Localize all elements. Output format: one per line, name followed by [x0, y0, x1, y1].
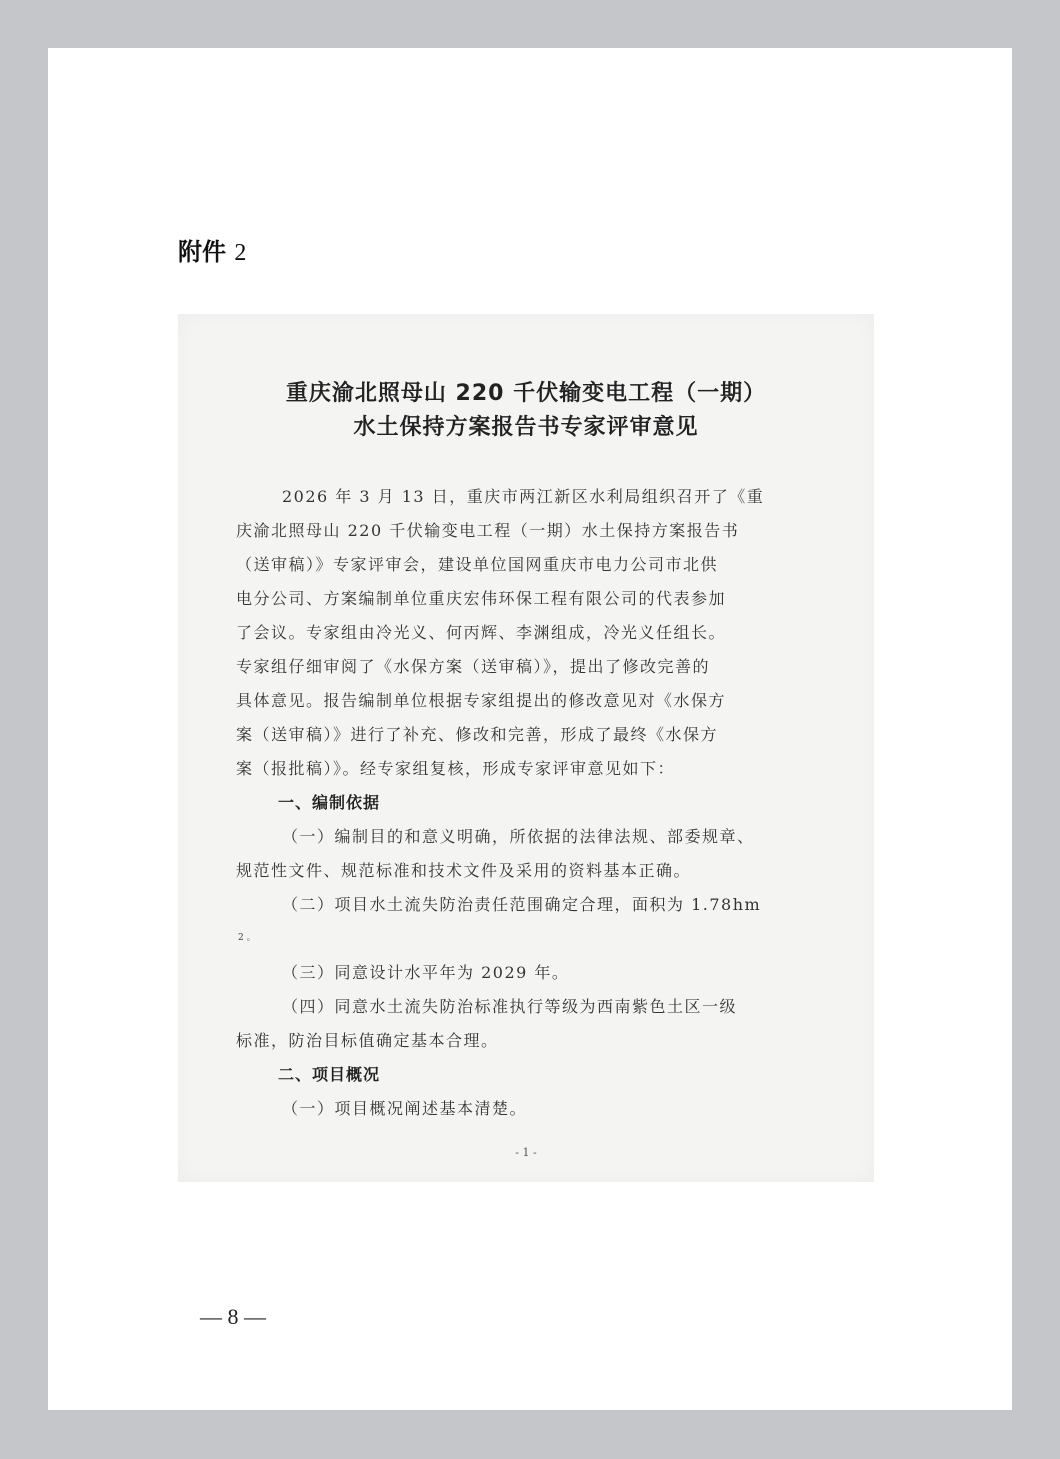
- section1-line: （一）编制目的和意义明确，所依据的法律法规、部委规章、: [282, 827, 755, 846]
- paragraph-line: 2026 年 3 月 13 日，重庆市两江新区水利局组织召开了《重: [282, 487, 765, 506]
- scan-page-number: - 1 -: [515, 1146, 537, 1159]
- paragraph-line: 庆渝北照母山 220 千伏输变电工程（一期）水土保持方案报告书: [236, 521, 740, 540]
- page-footer-number: — 8 —: [200, 1304, 266, 1329]
- attachment-label-text: 附件: [178, 238, 226, 266]
- paragraph-line: 专家组仔细审阅了《水保方案（送审稿）》，提出了修改完善的: [236, 657, 711, 676]
- section1-line: 标准，防治目标值确定基本合理。: [236, 1031, 499, 1050]
- section1-line: （三）同意设计水平年为 2029 年。: [282, 963, 570, 982]
- scan-title-line-1: 重庆渝北照母山 220 千伏输变电工程（一期）: [285, 381, 767, 406]
- scanned-document: [178, 314, 874, 1182]
- paragraph-line: 了会议。专家组由冷光义、何丙辉、李渊组成，冷光义任组长。: [236, 623, 727, 642]
- section-heading-1: 一、编制依据: [278, 793, 381, 812]
- section1-line: 规范性文件、规范标准和技术文件及采用的资料基本正确。: [236, 861, 692, 880]
- paragraph-line: 电分公司、方案编制单位重庆宏伟环保工程有限公司的代表参加: [236, 589, 727, 608]
- section2-line: （一）项目概况阐述基本清楚。: [282, 1099, 528, 1118]
- superscript-tail: 2 。: [238, 933, 256, 943]
- section-heading-2: 二、项目概况: [278, 1065, 381, 1084]
- scan-title-line-2: 水土保持方案报告书专家评审意见: [353, 415, 699, 440]
- section1-line: （四）同意水土流失防治标准执行等级为西南紫色土区一级: [282, 997, 738, 1016]
- paragraph-line: 案（报批稿）》。经专家组复核，形成专家评审意见如下：: [236, 759, 676, 778]
- paragraph-line: （送审稿）》专家评审会，建设单位国网重庆市电力公司市北供: [236, 555, 719, 574]
- section1-line: （二）项目水土流失防治责任范围确定合理，面积为 1.78hm: [282, 895, 762, 914]
- attachment-label: [178, 232, 246, 267]
- paragraph-line: 案（送审稿）》进行了补充、修改和完善，形成了最终《水保方: [236, 725, 719, 744]
- document-page: [48, 48, 1012, 1410]
- attachment-number: 2: [234, 240, 247, 266]
- paragraph-line: 具体意见。报告编制单位根据专家组提出的修改意见对《水保方: [236, 691, 727, 710]
